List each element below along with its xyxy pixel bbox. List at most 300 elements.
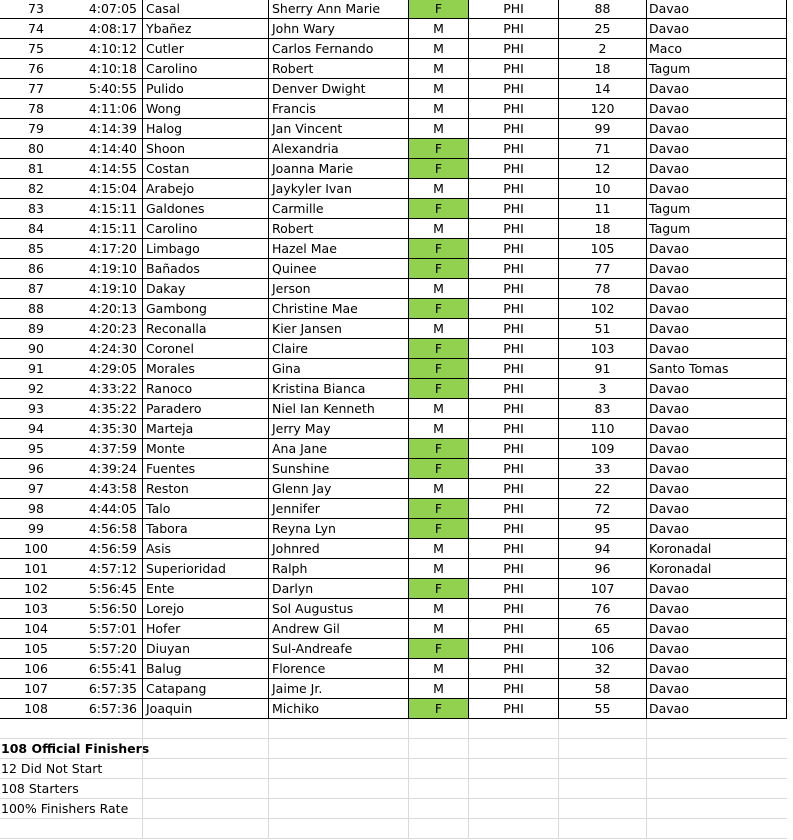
summary-row [0,799,793,819]
first-name-cell: Sul-Andreafe [268,639,408,659]
last-name-cell: Cutler [142,39,268,59]
table-row [0,179,793,199]
rank-cell: 75 [0,39,72,59]
city-cell: Davao [646,319,787,339]
table-row [0,199,793,219]
city-cell: Davao [646,19,787,39]
nationality-cell: PHI [468,599,558,619]
time-cell: 4:14:39 [72,119,142,139]
rank-cell: 92 [0,379,72,399]
table-row [0,119,793,139]
table-row [0,379,793,399]
city-cell: Davao [646,699,787,719]
summary-row [0,779,793,799]
gender-cell: M [408,119,468,139]
bib-cell: 99 [558,119,646,139]
first-name-cell: Jan Vincent [268,119,408,139]
nationality-cell: PHI [468,139,558,159]
last-name-cell: Ybañez [142,19,268,39]
city-cell: Davao [646,639,787,659]
table-row [0,459,793,479]
empty-cell [558,719,646,739]
rank-cell: 84 [0,219,72,239]
bib-cell: 83 [558,399,646,419]
rank-cell: 94 [0,419,72,439]
table-row [0,99,793,119]
bib-cell: 65 [558,619,646,639]
empty-cell [558,779,646,799]
empty-cell [646,779,787,799]
nationality-cell: PHI [468,359,558,379]
gender-cell: F [408,639,468,659]
gender-cell: F [408,439,468,459]
bib-cell: 11 [558,199,646,219]
empty-cell [142,759,268,779]
first-name-cell: Carmille [268,199,408,219]
time-cell: 4:19:10 [72,259,142,279]
rank-cell: 103 [0,599,72,619]
gender-cell: M [408,599,468,619]
summary-row [0,719,793,739]
time-cell: 4:20:23 [72,319,142,339]
nationality-cell: PHI [468,519,558,539]
nationality-cell: PHI [468,59,558,79]
empty-cell [646,799,787,819]
table-row [0,219,793,239]
rank-cell: 82 [0,179,72,199]
table-row [0,479,793,499]
nationality-cell: PHI [468,179,558,199]
rank-cell: 101 [0,559,72,579]
last-name-cell: Monte [142,439,268,459]
last-name-cell: Limbago [142,239,268,259]
last-name-cell: Superioridad [142,559,268,579]
time-cell: 4:11:06 [72,99,142,119]
bib-cell: 18 [558,59,646,79]
empty-cell [142,779,268,799]
first-name-cell: Ralph [268,559,408,579]
empty-cell [268,739,408,759]
last-name-cell: Carolino [142,59,268,79]
city-cell: Davao [646,299,787,319]
city-cell: Davao [646,119,787,139]
table-row [0,519,793,539]
city-cell: Davao [646,519,787,539]
last-name-cell: Shoon [142,139,268,159]
rank-cell: 74 [0,19,72,39]
time-cell: 4:24:30 [72,339,142,359]
gender-cell: F [408,499,468,519]
empty-cell [468,759,558,779]
first-name-cell: Kristina Bianca [268,379,408,399]
table-row [0,699,793,719]
nationality-cell: PHI [468,539,558,559]
empty-cell [268,779,408,799]
bib-cell: 110 [558,419,646,439]
empty-cell [468,719,558,739]
table-row [0,79,793,99]
first-name-cell: Francis [268,99,408,119]
bib-cell: 105 [558,239,646,259]
empty-cell [142,719,268,739]
gender-cell: F [408,339,468,359]
nationality-cell: PHI [468,559,558,579]
last-name-cell: Carolino [142,219,268,239]
time-cell: 6:57:35 [72,679,142,699]
gender-cell: M [408,479,468,499]
bib-cell: 33 [558,459,646,479]
bib-cell: 109 [558,439,646,459]
summary-text: 100% Finishers Rate [0,799,142,819]
nationality-cell: PHI [468,639,558,659]
bib-cell: 77 [558,259,646,279]
last-name-cell: Dakay [142,279,268,299]
table-row [0,59,793,79]
first-name-cell: Jennifer [268,499,408,519]
gender-cell: M [408,619,468,639]
city-cell: Davao [646,619,787,639]
first-name-cell: Gina [268,359,408,379]
bib-cell: 106 [558,639,646,659]
time-cell: 5:56:45 [72,579,142,599]
rank-cell: 81 [0,159,72,179]
last-name-cell: Fuentes [142,459,268,479]
gender-cell: M [408,99,468,119]
empty-cell [558,819,646,839]
last-name-cell: Reston [142,479,268,499]
last-name-cell: Wong [142,99,268,119]
table-row [0,419,793,439]
rank-cell: 86 [0,259,72,279]
last-name-cell: Pulido [142,79,268,99]
first-name-cell: Joanna Marie [268,159,408,179]
gender-cell: F [408,299,468,319]
city-cell: Davao [646,499,787,519]
last-name-cell: Catapang [142,679,268,699]
first-name-cell: Darlyn [268,579,408,599]
city-cell: Davao [646,659,787,679]
time-cell: 5:57:01 [72,619,142,639]
first-name-cell: Claire [268,339,408,359]
city-cell: Tagum [646,59,787,79]
time-cell: 4:56:59 [72,539,142,559]
gender-cell: M [408,559,468,579]
empty-cell [646,819,787,839]
first-name-cell: Quinee [268,259,408,279]
empty-cell [142,819,268,839]
city-cell: Tagum [646,199,787,219]
empty-cell [468,739,558,759]
empty-cell [408,819,468,839]
gender-cell: M [408,59,468,79]
table-row [0,159,793,179]
table-row [0,239,793,259]
time-cell: 4:57:12 [72,559,142,579]
bib-cell: 12 [558,159,646,179]
first-name-cell: Kier Jansen [268,319,408,339]
gender-cell: M [408,79,468,99]
table-row [0,19,793,39]
empty-cell [408,739,468,759]
nationality-cell: PHI [468,0,558,19]
rank-cell: 88 [0,299,72,319]
bib-cell: 55 [558,699,646,719]
rank-cell: 73 [0,0,72,19]
rank-cell: 106 [0,659,72,679]
gender-cell: M [408,399,468,419]
first-name-cell: Andrew Gil [268,619,408,639]
rank-cell: 78 [0,99,72,119]
first-name-cell: Jerry May [268,419,408,439]
nationality-cell: PHI [468,299,558,319]
time-cell: 6:55:41 [72,659,142,679]
rank-cell: 102 [0,579,72,599]
bib-cell: 96 [558,559,646,579]
nationality-cell: PHI [468,119,558,139]
rank-cell: 107 [0,679,72,699]
time-cell: 4:44:05 [72,499,142,519]
table-row [0,339,793,359]
city-cell: Davao [646,679,787,699]
empty-cell [268,819,408,839]
rank-cell: 90 [0,339,72,359]
gender-cell: M [408,679,468,699]
bib-cell: 103 [558,339,646,359]
bib-cell: 72 [558,499,646,519]
last-name-cell: Tabora [142,519,268,539]
time-cell: 4:35:30 [72,419,142,439]
table-row [0,599,793,619]
time-cell: 4:17:20 [72,239,142,259]
rank-cell: 100 [0,539,72,559]
empty-cell [268,799,408,819]
last-name-cell: Asis [142,539,268,559]
nationality-cell: PHI [468,479,558,499]
time-cell: 6:57:36 [72,699,142,719]
bib-cell: 78 [558,279,646,299]
rank-cell: 99 [0,519,72,539]
empty-cell [468,779,558,799]
first-name-cell: Christine Mae [268,299,408,319]
time-cell: 4:20:13 [72,299,142,319]
gender-cell: F [408,579,468,599]
nationality-cell: PHI [468,659,558,679]
time-cell: 4:19:10 [72,279,142,299]
rank-cell: 104 [0,619,72,639]
city-cell: Davao [646,279,787,299]
table-row [0,399,793,419]
time-cell: 4:07:05 [72,0,142,19]
table-row [0,139,793,159]
bib-cell: 76 [558,599,646,619]
gender-cell: M [408,539,468,559]
last-name-cell: Reconalla [142,319,268,339]
city-cell: Davao [646,159,787,179]
empty-cell [142,799,268,819]
nationality-cell: PHI [468,19,558,39]
nationality-cell: PHI [468,399,558,419]
empty-cell [408,779,468,799]
empty-cell [646,719,787,739]
time-cell: 5:57:20 [72,639,142,659]
empty-cell [558,799,646,819]
bib-cell: 51 [558,319,646,339]
city-cell: Davao [646,0,787,19]
table-row [0,259,793,279]
empty-cell [558,759,646,779]
first-name-cell: Hazel Mae [268,239,408,259]
nationality-cell: PHI [468,39,558,59]
bib-cell: 2 [558,39,646,59]
summary-row [0,819,793,839]
bib-cell: 10 [558,179,646,199]
bib-cell: 25 [558,19,646,39]
rank-cell: 93 [0,399,72,419]
nationality-cell: PHI [468,199,558,219]
nationality-cell: PHI [468,619,558,639]
empty-cell [468,819,558,839]
city-cell: Davao [646,599,787,619]
city-cell: Davao [646,419,787,439]
city-cell: Koronadal [646,559,787,579]
empty-cell [408,799,468,819]
rank-cell: 89 [0,319,72,339]
rank-cell: 97 [0,479,72,499]
first-name-cell: Sol Augustus [268,599,408,619]
rank-cell: 98 [0,499,72,519]
first-name-cell: Johnred [268,539,408,559]
time-cell: 4:56:58 [72,519,142,539]
first-name-cell: Denver Dwight [268,79,408,99]
nationality-cell: PHI [468,159,558,179]
empty-cell [558,739,646,759]
last-name-cell: Gambong [142,299,268,319]
last-name-cell: Diuyan [142,639,268,659]
first-name-cell: Glenn Jay [268,479,408,499]
last-name-cell: Morales [142,359,268,379]
first-name-cell: Jaykyler Ivan [268,179,408,199]
last-name-cell: Costan [142,159,268,179]
city-cell: Davao [646,339,787,359]
gender-cell: M [408,419,468,439]
nationality-cell: PHI [468,459,558,479]
first-name-cell: John Wary [268,19,408,39]
last-name-cell: Halog [142,119,268,139]
table-row [0,539,793,559]
gender-cell: F [408,199,468,219]
bib-cell: 91 [558,359,646,379]
city-cell: Maco [646,39,787,59]
rank-cell: 79 [0,119,72,139]
last-name-cell: Bañados [142,259,268,279]
rank-cell: 80 [0,139,72,159]
gender-cell: F [408,459,468,479]
gender-cell: F [408,379,468,399]
rank-cell: 91 [0,359,72,379]
time-cell: 4:43:58 [72,479,142,499]
last-name-cell: Marteja [142,419,268,439]
empty-cell [468,799,558,819]
time-cell: 4:14:40 [72,139,142,159]
city-cell: Davao [646,439,787,459]
bib-cell: 18 [558,219,646,239]
gender-cell: F [408,139,468,159]
table-row [0,659,793,679]
nationality-cell: PHI [468,499,558,519]
first-name-cell: Carlos Fernando [268,39,408,59]
nationality-cell: PHI [468,379,558,399]
summary-text: 108 Starters [0,779,142,799]
time-cell: 4:33:22 [72,379,142,399]
first-name-cell: Michiko [268,699,408,719]
bib-cell: 102 [558,299,646,319]
time-cell: 4:10:18 [72,59,142,79]
table-row [0,499,793,519]
empty-cell [408,759,468,779]
first-name-cell: Florence [268,659,408,679]
table-row [0,439,793,459]
last-name-cell: Talo [142,499,268,519]
summary-text [0,719,142,739]
table-row [0,279,793,299]
first-name-cell: Sherry Ann Marie [268,0,408,19]
gender-cell: F [408,699,468,719]
time-cell: 4:15:11 [72,219,142,239]
last-name-cell: Balug [142,659,268,679]
last-name-cell: Joaquin [142,699,268,719]
summary-text [0,819,142,839]
bib-cell: 32 [558,659,646,679]
table-row [0,0,793,19]
nationality-cell: PHI [468,79,558,99]
city-cell: Davao [646,479,787,499]
empty-cell [646,759,787,779]
nationality-cell: PHI [468,699,558,719]
rank-cell: 77 [0,79,72,99]
bib-cell: 120 [558,99,646,119]
nationality-cell: PHI [468,679,558,699]
summary-text: 108 Official Finishers [0,739,142,759]
nationality-cell: PHI [468,439,558,459]
last-name-cell: Hofer [142,619,268,639]
time-cell: 4:14:55 [72,159,142,179]
rank-cell: 96 [0,459,72,479]
bib-cell: 88 [558,0,646,19]
gender-cell: M [408,179,468,199]
rank-cell: 83 [0,199,72,219]
first-name-cell: Sunshine [268,459,408,479]
city-cell: Santo Tomas [646,359,787,379]
city-cell: Davao [646,459,787,479]
city-cell: Davao [646,399,787,419]
bib-cell: 107 [558,579,646,599]
nationality-cell: PHI [468,219,558,239]
empty-cell [646,739,787,759]
table-row [0,299,793,319]
table-row [0,559,793,579]
rank-cell: 108 [0,699,72,719]
summary-row [0,739,793,759]
time-cell: 5:40:55 [72,79,142,99]
first-name-cell: Ana Jane [268,439,408,459]
bib-cell: 58 [558,679,646,699]
gender-cell: F [408,239,468,259]
city-cell: Davao [646,259,787,279]
last-name-cell: Coronel [142,339,268,359]
rank-cell: 95 [0,439,72,459]
time-cell: 4:08:17 [72,19,142,39]
time-cell: 4:29:05 [72,359,142,379]
